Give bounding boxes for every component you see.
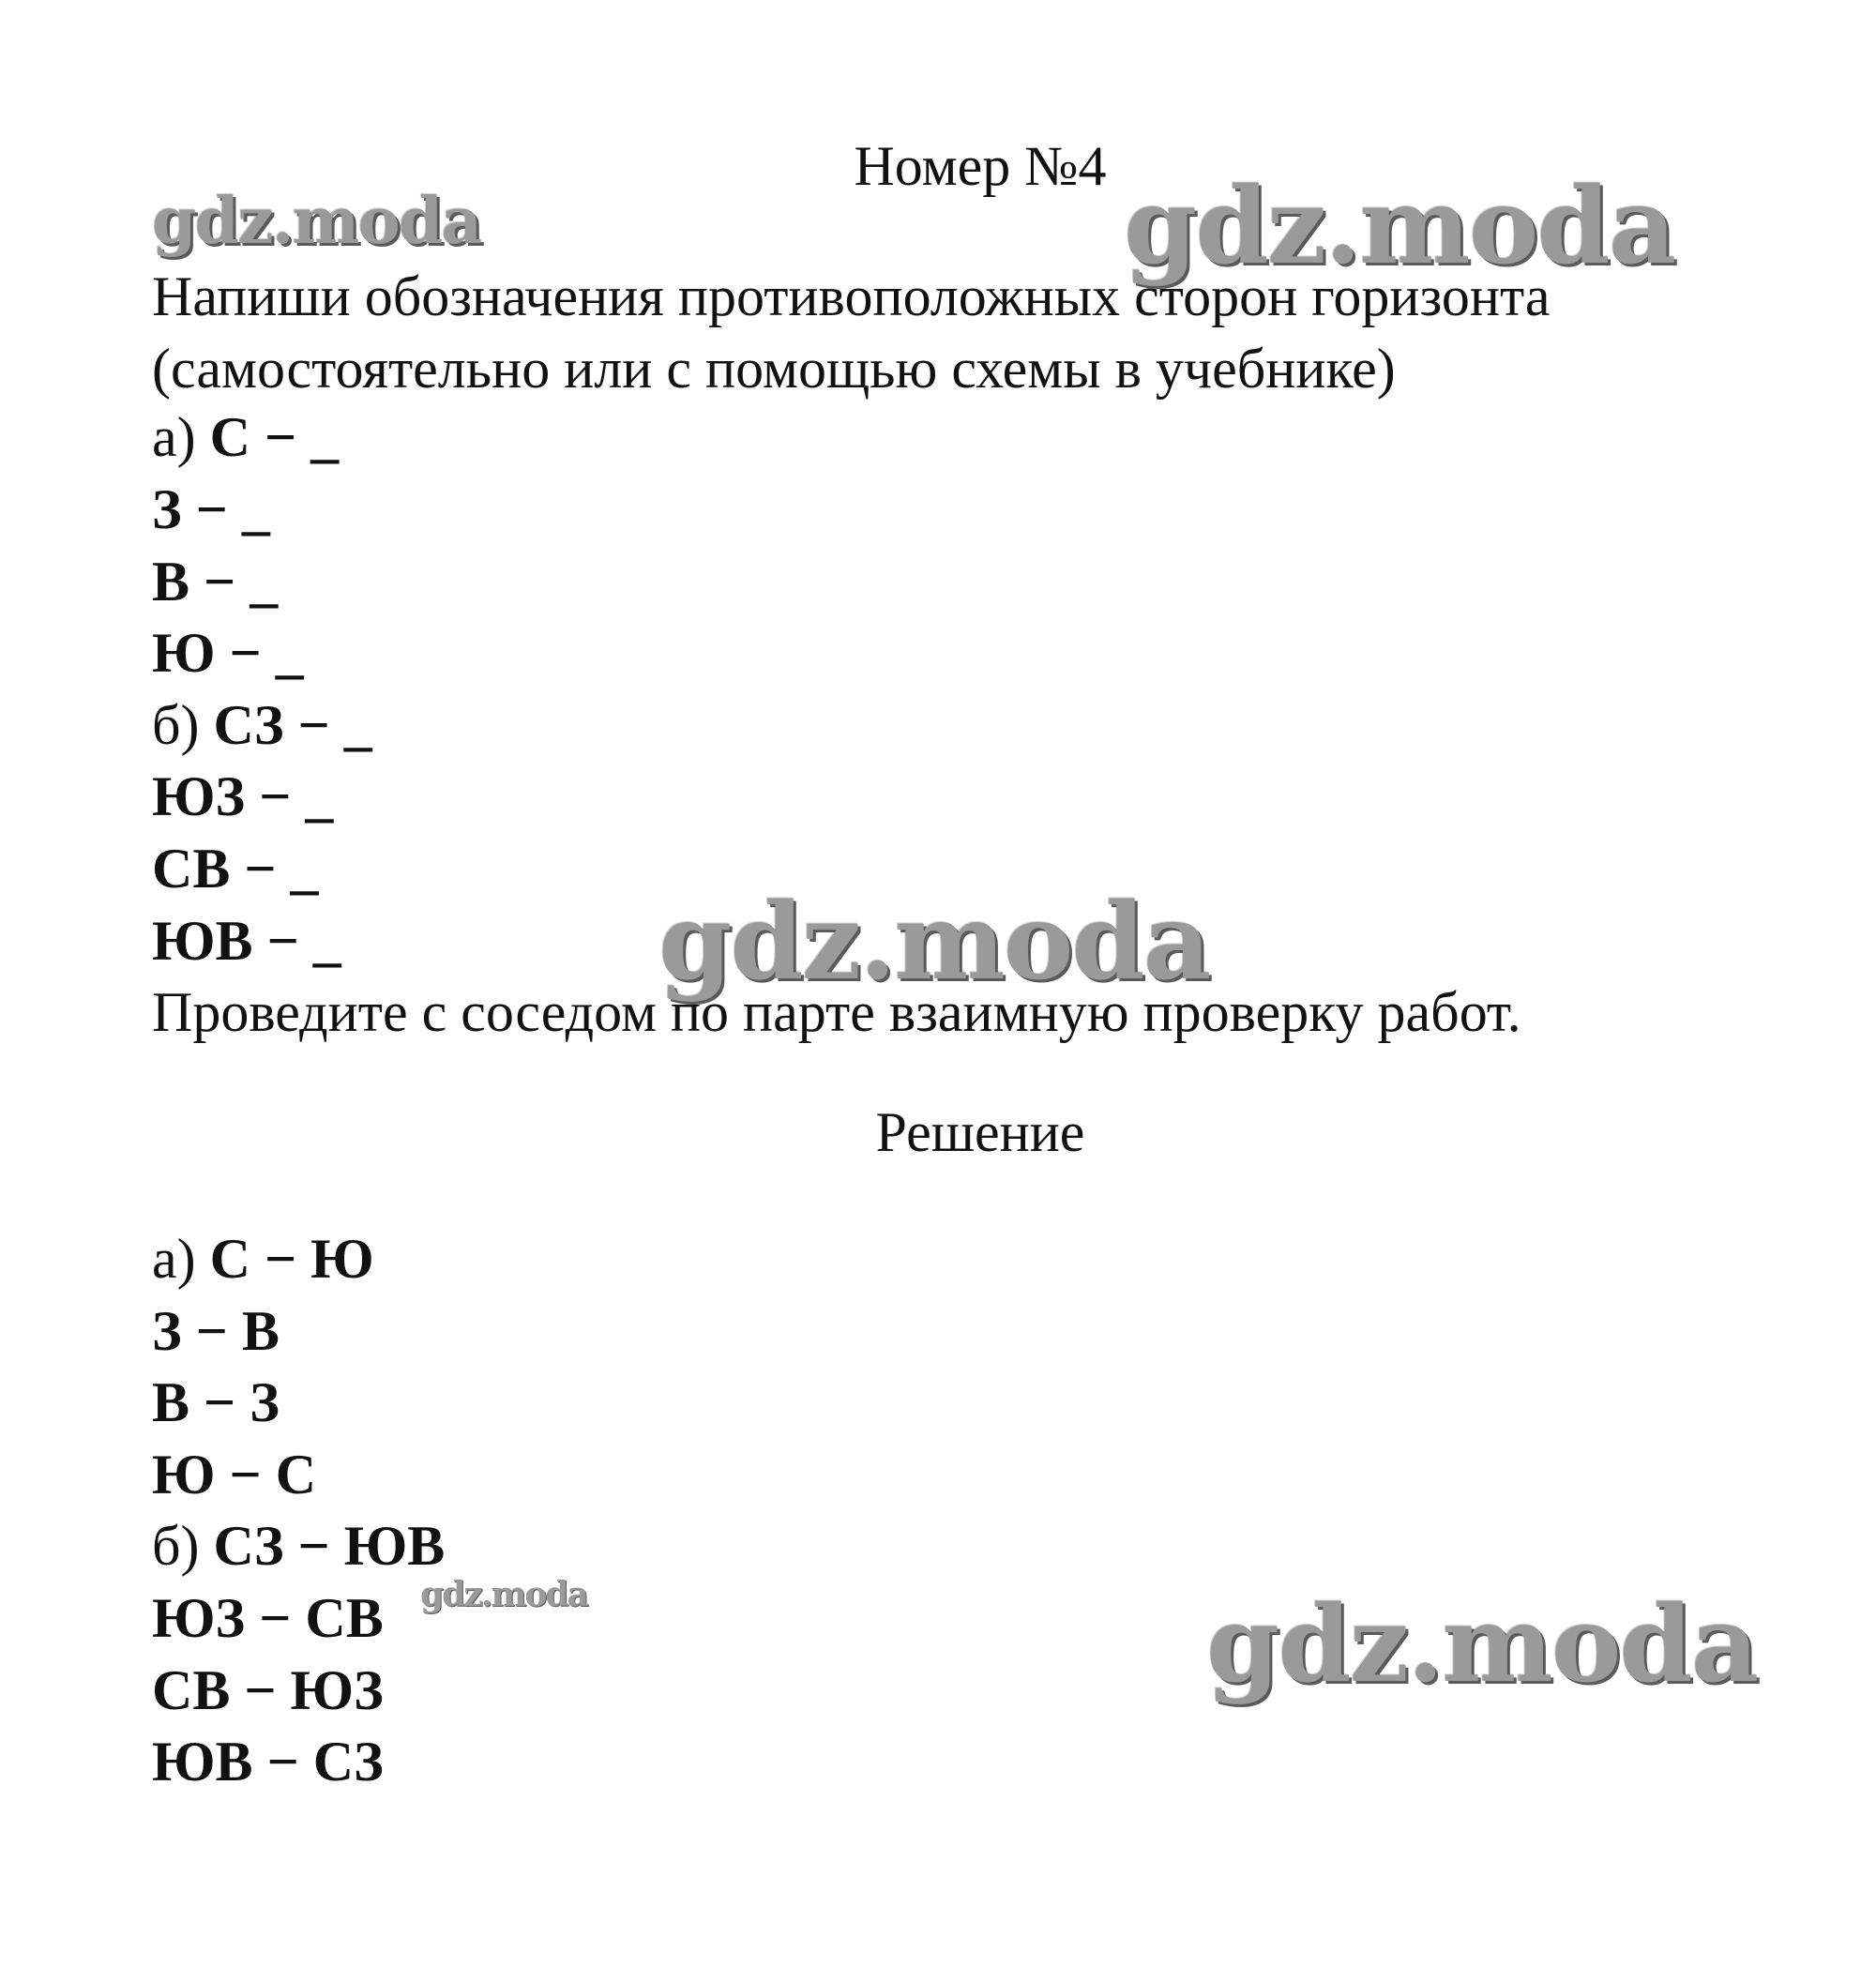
solution-item xyxy=(152,1294,280,1369)
task-item xyxy=(152,472,270,547)
item-text: ЮЗ − _ xyxy=(152,765,334,827)
item-text: ЮВ − _ xyxy=(152,910,341,972)
solution-item xyxy=(152,1581,384,1656)
item-text: ЮЗ − СВ xyxy=(152,1587,384,1649)
task-instruction: (самостоятельно или с помощью схемы в учебнике) xyxy=(152,338,1396,400)
watermark-logo: gdz.moda xyxy=(1206,1583,1758,1706)
solution-item xyxy=(152,1653,384,1728)
task-item xyxy=(152,688,372,763)
watermark-logo: gdz.moda xyxy=(152,184,481,259)
item-prefix: б) xyxy=(152,1515,214,1577)
solution-item xyxy=(152,1221,374,1296)
watermark-logo: gdz.moda xyxy=(420,1575,587,1614)
item-text: З − В xyxy=(152,1300,280,1362)
item-text: С − Ю xyxy=(209,1228,374,1290)
item-text: В − З xyxy=(152,1371,280,1433)
solution-item xyxy=(152,1508,445,1583)
watermark-logo: gdz.moda xyxy=(658,881,1210,1004)
solution-item xyxy=(152,1724,384,1799)
solution-item xyxy=(152,1437,316,1512)
item-prefix: б) xyxy=(152,694,214,756)
task-closing: Проведите с соседом по парте взаимную проверку работ. xyxy=(152,981,1521,1043)
item-text: З − _ xyxy=(152,478,270,540)
item-text: Ю − С xyxy=(152,1444,317,1506)
task-item xyxy=(152,544,278,619)
task-item xyxy=(152,759,333,834)
task-instruction: Напиши обозначения противоположных сторон горизонта xyxy=(152,265,1551,327)
page-title: Номер №4 xyxy=(854,135,1107,197)
solution-heading: Решение xyxy=(875,1101,1085,1163)
item-text: СВ − ЮЗ xyxy=(152,1659,384,1721)
solution-item xyxy=(152,1365,280,1440)
item-prefix: а) xyxy=(152,406,210,468)
watermark-logo: gdz.moda xyxy=(1124,165,1675,288)
item-text: С − _ xyxy=(209,406,340,468)
item-text: ЮВ − СЗ xyxy=(152,1731,384,1793)
item-text: Ю − _ xyxy=(152,622,304,684)
item-text: СЗ − ЮВ xyxy=(213,1515,446,1577)
task-item xyxy=(152,831,319,906)
item-text: СЗ − _ xyxy=(213,694,372,756)
task-item xyxy=(152,615,304,690)
item-text: В − _ xyxy=(152,551,279,613)
item-text: СВ − _ xyxy=(152,838,319,900)
item-prefix: а) xyxy=(152,1228,210,1290)
task-item xyxy=(152,400,339,475)
task-item xyxy=(152,903,341,978)
